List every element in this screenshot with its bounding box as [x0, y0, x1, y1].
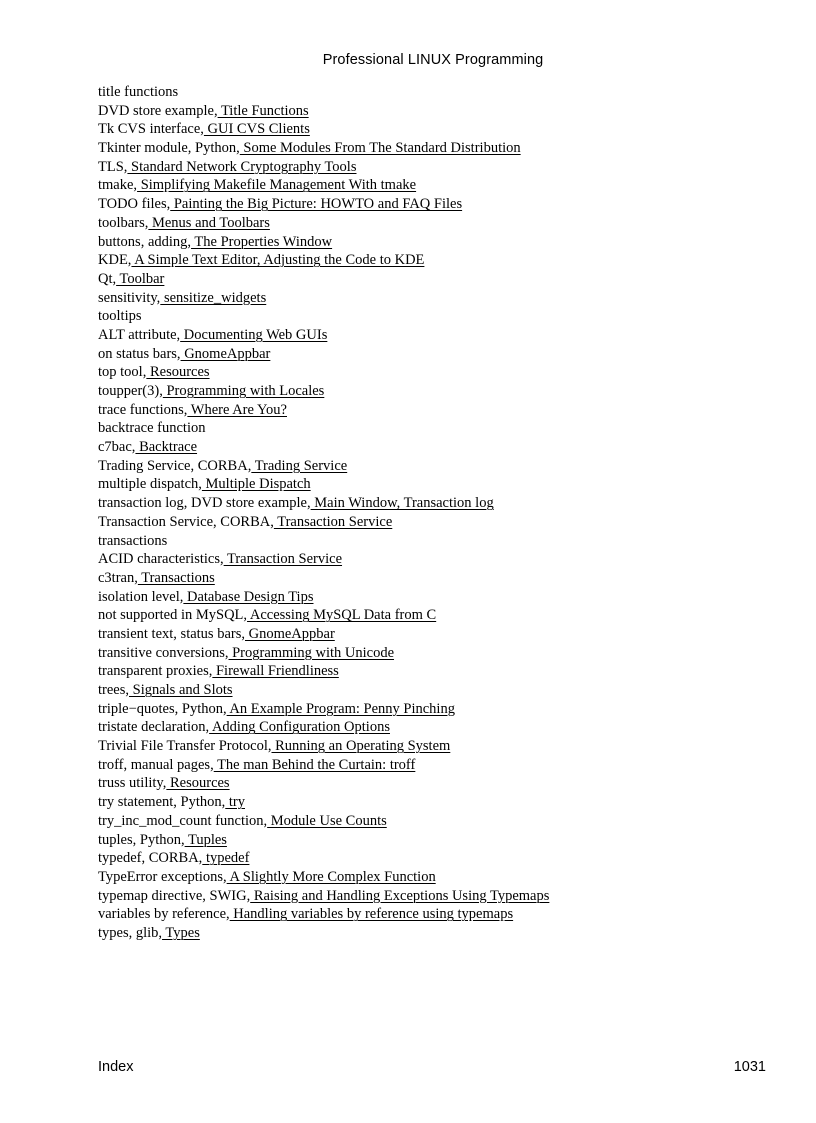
index-entry [98, 382, 796, 401]
index-entry-term: transaction log, DVD store example, [98, 495, 311, 512]
index-entry-term: tmake, [98, 177, 138, 194]
index-entry-term: TODO files, [98, 196, 171, 213]
index-entry-link[interactable]: GUI CVS Clients [203, 121, 310, 138]
index-entry [98, 718, 796, 737]
index-entry-term: variables by reference, [98, 906, 230, 923]
index-entry-link[interactable]: Standard Network Cryptography Tools [127, 158, 357, 175]
index-entry-term: troff, manual pages, [98, 756, 214, 773]
index-entry-term: Tkinter module, Python, [98, 140, 240, 157]
index-entry-link[interactable]: The man Behind the Curtain: troff [213, 756, 416, 773]
index-entry [98, 569, 796, 588]
index-entry-link[interactable]: typedef [202, 850, 250, 867]
index-entry-link[interactable]: Menus and Toolbars [148, 214, 270, 231]
index-entry-term: transparent proxies, [98, 663, 213, 680]
index-entry [98, 457, 796, 476]
index-entry [98, 214, 796, 233]
index-entry [98, 158, 796, 177]
index-entry [98, 644, 796, 663]
index-entry [98, 83, 796, 102]
index-entry-term: trees, [98, 682, 129, 698]
index-entry-term: typemap directive, SWIG, [98, 887, 251, 904]
index-entry-term: tooltips [98, 308, 142, 325]
index-entry-link[interactable]: Raising and Handling Exceptions Using Typemaps [250, 887, 550, 904]
index-entry-link[interactable]: Signals and Slots [129, 682, 233, 698]
index-entry-term: Trading Service, CORBA, [98, 457, 252, 474]
index-entry [98, 475, 796, 494]
index-entry-term: try_inc_mod_count function, [98, 812, 268, 829]
index-entry [98, 326, 796, 345]
index-entry [98, 532, 796, 551]
index-entry [98, 289, 796, 308]
index-entry-term: transactions [98, 532, 168, 549]
index-entry [98, 139, 796, 158]
index-entry-link[interactable]: A Simple Text Editor, Adjusting the Code to KDE [131, 252, 425, 269]
index-entry-link[interactable]: Title Functions [217, 102, 309, 119]
index-entry-term: ACID characteristics, [98, 551, 224, 568]
index-entry-link[interactable]: Backtrace [135, 439, 198, 456]
index-entry-link[interactable]: Firewall Friendliness [212, 663, 339, 680]
index-entry [98, 606, 796, 625]
index-entry-term: Trivial File Transfer Protocol, [98, 738, 272, 755]
index-entry-term: typedef, CORBA, [98, 850, 203, 867]
index-entry-term: KDE, [98, 252, 132, 269]
index-entry-term: backtrace function [98, 420, 206, 437]
index-entry [98, 270, 796, 289]
index-entry-link[interactable]: Running an Operating System [271, 738, 451, 755]
index-entry [98, 737, 796, 756]
index-entry [98, 550, 796, 569]
index-entry-link[interactable]: Documenting Web GUIs [180, 326, 328, 343]
index-entry-link[interactable]: Where Are You? [187, 401, 287, 418]
footer-section-label: Index [98, 1059, 134, 1075]
index-entry-list [98, 83, 796, 943]
index-entry-term: toolbars, [98, 214, 149, 231]
index-entry-link[interactable]: Some Modules From The Standard Distribution [239, 140, 521, 157]
index-entry [98, 831, 796, 850]
index-entry-link[interactable]: GnomeAppbar [180, 345, 271, 362]
index-entry-term: transient text, status bars, [98, 625, 245, 642]
index-entry-term: title functions [98, 84, 179, 100]
index-entry-term: trace functions, [98, 401, 188, 418]
index-entry [98, 774, 796, 793]
index-entry-term: TLS, [98, 158, 128, 175]
index-entry-term: types, glib, [98, 924, 163, 941]
index-entry-link[interactable]: Trading Service [251, 457, 348, 474]
index-entry-link[interactable]: Resources [166, 775, 230, 792]
index-entry [98, 494, 796, 513]
index-entry-term: on status bars, [98, 345, 181, 362]
index-entry-link[interactable]: Types [162, 924, 200, 941]
index-entry [98, 401, 796, 420]
index-entry [98, 924, 796, 943]
index-entry-term: multiple dispatch, [98, 476, 202, 493]
index-entry-link[interactable]: Main Window, Transaction log [310, 495, 494, 512]
index-entry [98, 756, 796, 775]
index-entry-link[interactable]: Transaction Service [223, 551, 343, 568]
index-entry [98, 812, 796, 831]
index-entry-link[interactable]: Multiple Dispatch [201, 476, 311, 493]
index-entry-link[interactable]: An Example Program: Penny Pinching [226, 700, 455, 717]
index-entry [98, 345, 796, 364]
index-entry [98, 868, 796, 887]
footer-page-number: 1031 [733, 1059, 766, 1075]
index-entry-link[interactable]: Programming with Unicode [228, 644, 395, 661]
index-entry [98, 438, 796, 457]
index-entry-link[interactable]: Simplifying Makefile Management With tmake [137, 177, 417, 194]
index-entry-link[interactable]: Database Design Tips [183, 588, 314, 605]
index-entry-term: truss utility, [98, 775, 167, 792]
index-entry [98, 905, 796, 924]
index-entry-link[interactable]: sensitize_widgets [160, 289, 267, 306]
index-entry-term: tristate declaration, [98, 719, 210, 736]
index-entry-link[interactable]: GnomeAppbar [244, 625, 335, 642]
index-entry-link[interactable]: Transaction Service [273, 513, 393, 530]
index-entry [98, 849, 796, 868]
page-header-title: Professional LINUX Programming [322, 52, 544, 68]
index-entry-link[interactable]: A Slightly More Complex Function [226, 868, 436, 885]
index-entry-link[interactable]: Accessing MySQL Data from C [247, 607, 437, 624]
index-entry [98, 700, 796, 719]
index-entry-term: toupper(3), [98, 383, 163, 399]
index-entry [98, 120, 796, 139]
index-entry [98, 363, 796, 382]
index-entry [98, 307, 796, 326]
index-entry [98, 793, 796, 812]
index-entry-term: triple−quotes, Python, [98, 700, 227, 717]
index-entry-term: buttons, adding, [98, 233, 192, 250]
index-entry-term: not supported in MySQL, [98, 607, 248, 624]
index-entry [98, 176, 796, 195]
index-entry-term: transitive conversions, [98, 644, 229, 661]
index-entry [98, 233, 796, 252]
index-entry [98, 887, 796, 906]
index-entry-link[interactable]: Programming with Locales [162, 383, 325, 399]
index-entry-link[interactable]: Toolbar [116, 270, 165, 287]
index-entry-term: DVD store example, [98, 102, 218, 119]
index-entry-link[interactable]: Transactions [137, 569, 215, 586]
index-entry [98, 681, 796, 700]
index-entry-link[interactable]: Adding Configuration Options [209, 719, 390, 736]
index-entry [98, 513, 796, 532]
index-entry-term: ALT attribute, [98, 326, 181, 343]
index-entry-link[interactable]: Handling variables by reference using typemaps [229, 906, 514, 923]
index-entry-term: try statement, Python, [98, 794, 226, 811]
index-entry [98, 662, 796, 681]
index-entry-link[interactable]: Painting the Big Picture: HOWTO and FAQ Files [170, 196, 463, 213]
index-entry-link[interactable]: Resources [146, 364, 210, 381]
index-entry [98, 625, 796, 644]
index-entry [98, 251, 796, 270]
index-entry-link[interactable]: The Properties Window [191, 233, 333, 250]
index-entry-term: c7bac, [98, 439, 136, 456]
index-entry-link[interactable]: Tuples [184, 831, 227, 848]
index-entry-term: isolation level, [98, 588, 184, 605]
index-entry [98, 102, 796, 121]
index-entry-link[interactable]: try [225, 794, 245, 811]
index-entry [98, 419, 796, 438]
index-entry-link[interactable]: Module Use Counts [267, 812, 387, 829]
index-entry-term: c3tran, [98, 569, 138, 586]
index-entry-term: Tk CVS interface, [98, 121, 204, 138]
index-entry-term: tuples, Python, [98, 831, 185, 848]
index-entry-term: Transaction Service, CORBA, [98, 513, 274, 530]
index-entry [98, 588, 796, 607]
index-entry-term: top tool, [98, 364, 147, 381]
index-entry-term: sensitivity, [98, 289, 161, 306]
index-entry [98, 195, 796, 214]
index-entry-term: Qt, [98, 270, 117, 287]
index-entry-term: TypeError exceptions, [98, 868, 227, 885]
